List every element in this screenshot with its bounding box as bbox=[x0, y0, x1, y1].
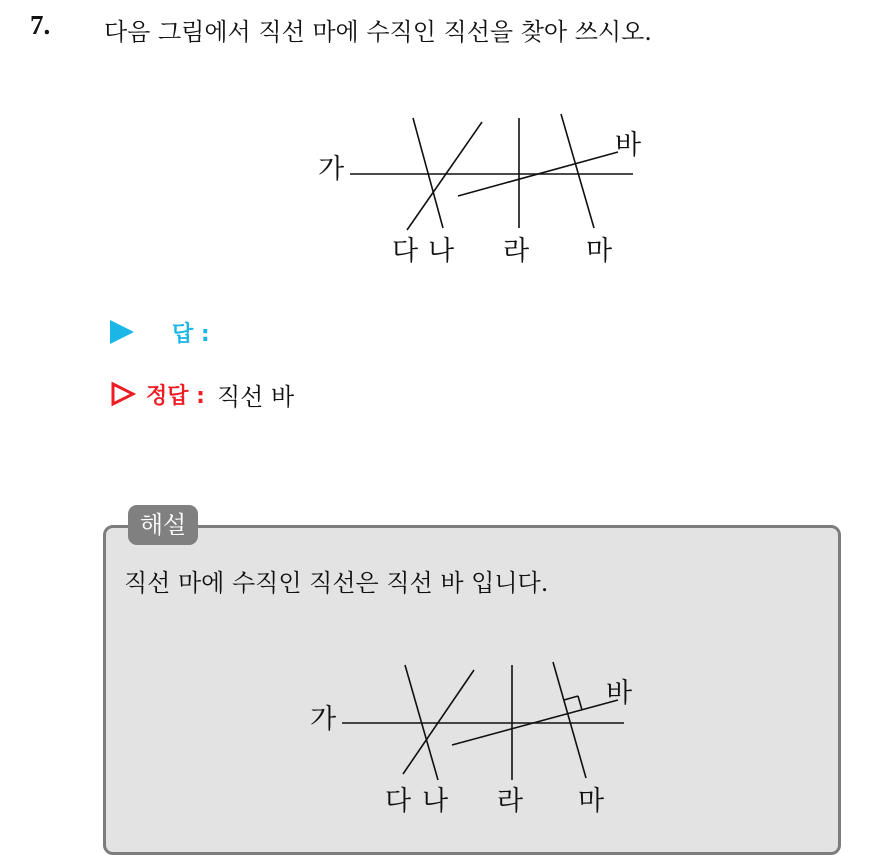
exp-line-na bbox=[403, 670, 474, 774]
answer-triangle-icon bbox=[110, 320, 134, 344]
line-ma bbox=[561, 114, 594, 228]
exp-label-ga: 가 bbox=[310, 704, 337, 735]
correct-answer-label: 정답 : bbox=[146, 383, 205, 409]
exp-label-ra: 라 bbox=[497, 786, 524, 817]
label-ba: 바 bbox=[615, 130, 642, 161]
label-ga: 가 bbox=[318, 154, 345, 185]
label-na: 나 bbox=[428, 236, 455, 267]
label-ra: 라 bbox=[503, 236, 530, 267]
exp-line-ma bbox=[553, 662, 586, 778]
question-figure bbox=[300, 110, 680, 280]
explanation-tag: 해설 bbox=[128, 505, 198, 545]
explanation-text: 직선 마에 수직인 직선은 직선 바 입니다. bbox=[124, 569, 549, 597]
explanation-figure bbox=[300, 660, 680, 830]
answer-row bbox=[110, 314, 210, 350]
exp-label-ma: 마 bbox=[578, 786, 605, 817]
correct-answer-row bbox=[110, 376, 294, 412]
correct-answer-value: 직선 바 bbox=[216, 382, 295, 411]
correct-triangle-icon bbox=[110, 381, 136, 407]
question-text: 다음 그림에서 직선 마에 수직인 직선을 찾아 쓰시오. bbox=[104, 18, 652, 46]
line-da bbox=[413, 118, 443, 228]
exp-label-da: 다 bbox=[385, 786, 412, 817]
exp-label-na: 나 bbox=[422, 786, 449, 817]
exp-label-ba: 바 bbox=[606, 678, 633, 709]
label-ma: 마 bbox=[586, 236, 613, 267]
right-angle-mark bbox=[578, 696, 582, 710]
label-da: 다 bbox=[392, 236, 419, 267]
answer-label: 답 : bbox=[172, 321, 210, 347]
right-angle-mark bbox=[564, 696, 578, 700]
question-number: 7. bbox=[30, 10, 51, 40]
